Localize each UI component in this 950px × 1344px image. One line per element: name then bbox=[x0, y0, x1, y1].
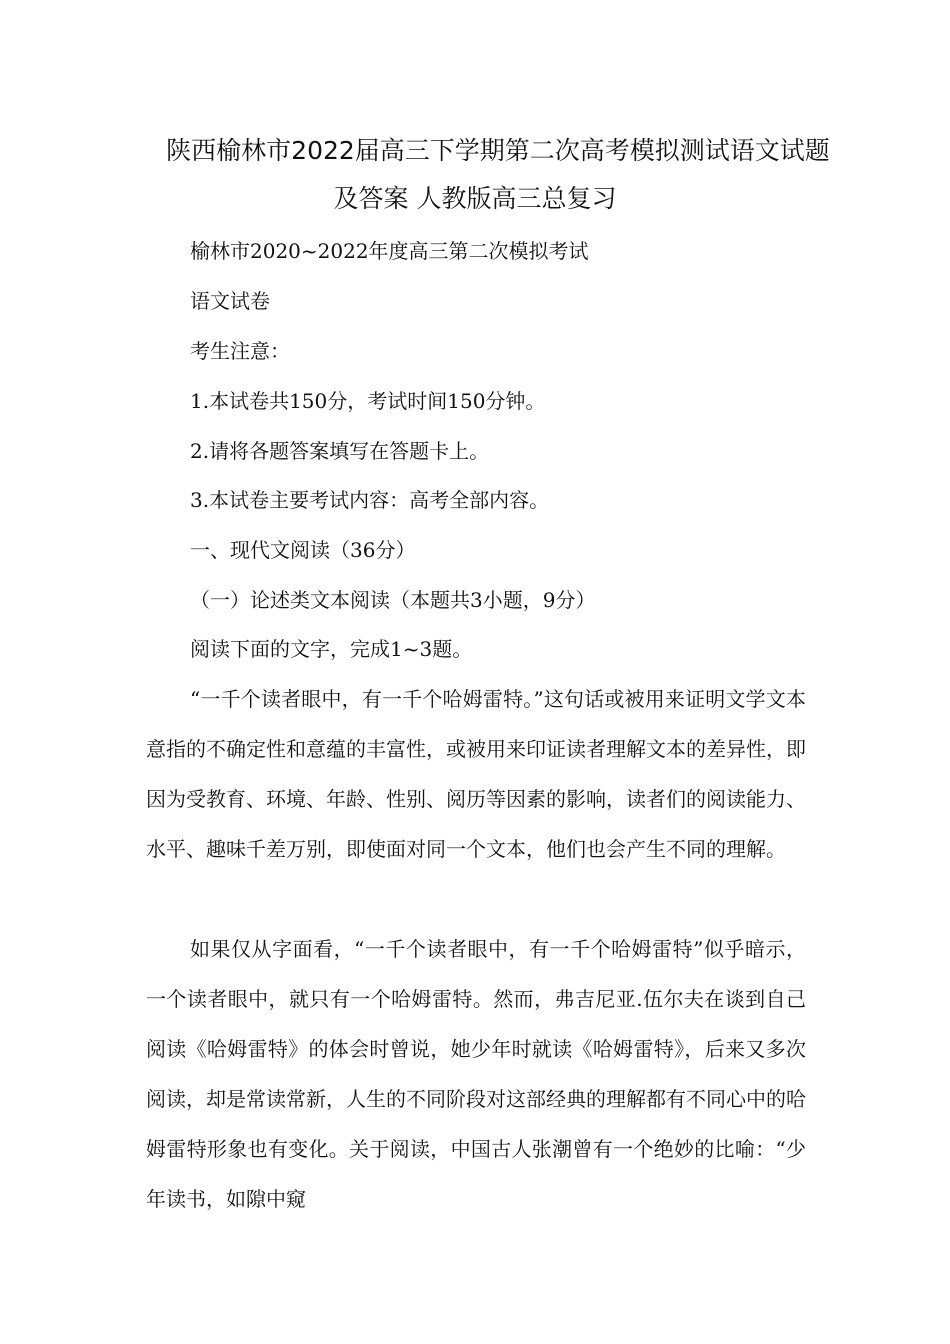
exam-name: 榆林市2020~2022年度高三第二次模拟考试 bbox=[190, 239, 589, 263]
subsection-heading: （一）论述类文本阅读（本题共3小题，9分） bbox=[190, 588, 596, 612]
notice-item-3: 3.本试卷主要考试内容：高考全部内容。 bbox=[190, 488, 550, 512]
document-title-line-1: 陕西榆林市2022届高三下学期第二次高考模拟测试语文试题 bbox=[166, 136, 830, 165]
section-heading: 一、现代文阅读（36分） bbox=[190, 538, 416, 562]
notice-heading: 考生注意： bbox=[190, 339, 290, 363]
body-paragraph-1: “一千个读者眼中，有一千个哈姆雷特。”这句话或被用来证明文学文本意指的不确定性和意蕴的丰富性，或被用来印证读者理解文本的差异性，即因为受教育、环境、年龄、性别、阅历等因素的影响，读者们的阅读能力、水平、趣味千差万别，即使面对同一个文本，他们也会产生不同的理解。 bbox=[146, 687, 806, 861]
paper-name: 语文试卷 bbox=[190, 289, 270, 313]
body-paragraph-2: 如果仅从字面看，“一千个读者眼中，有一千个哈姆雷特”似乎暗示，一个读者眼中，就只有一个哈姆雷特。然而，弗吉尼亚.伍尔夫在谈到自己阅读《哈姆雷特》的体会时曾说，她少年时就读《哈姆雷特》，后来又多次阅读，却是常读常新，人生的不同阶段对这部经典的理解都有不同心中的哈姆雷特形象也有变化。关于阅读，中国古人张潮曾有一个绝妙的比喻：“少年读书，如隙中窥 bbox=[146, 937, 806, 1211]
document-title-line-2: 及答案 人教版高三总复习 bbox=[333, 184, 617, 213]
notice-item-2: 2.请将各题答案填写在答题卡上。 bbox=[190, 439, 490, 463]
notice-item-1: 1.本试卷共150分，考试时间150分钟。 bbox=[190, 389, 546, 413]
reading-instruction: 阅读下面的文字，完成1~3题。 bbox=[190, 637, 473, 661]
